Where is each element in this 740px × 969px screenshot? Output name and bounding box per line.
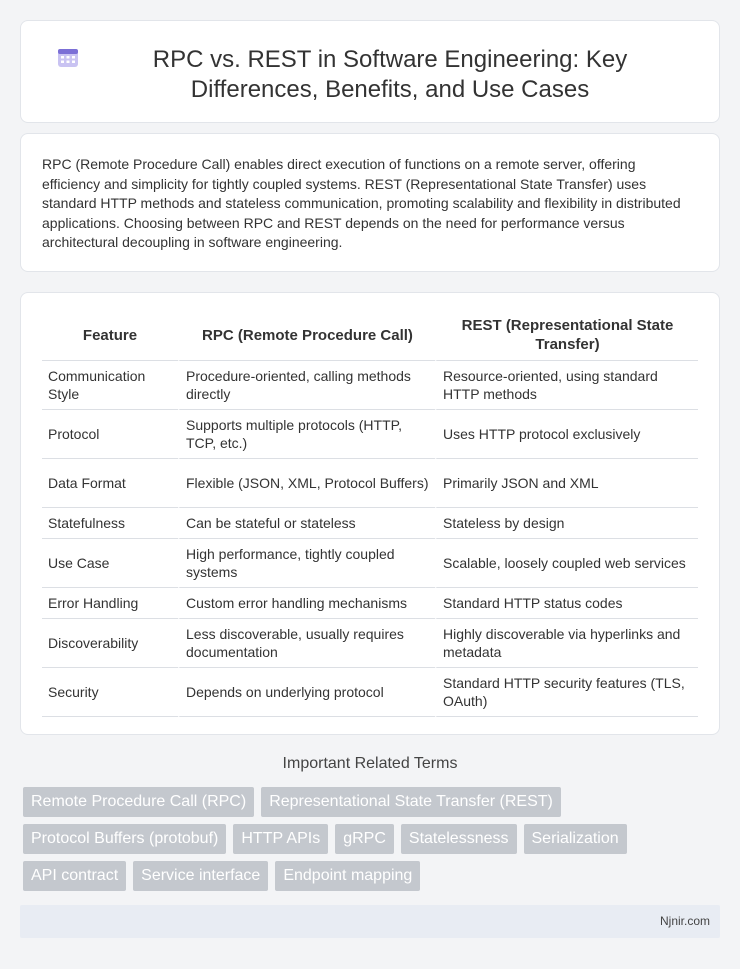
rest-cell: Standard HTTP security features (TLS, OAuth) — [435, 668, 698, 717]
tag-row — [23, 861, 723, 891]
title-card — [20, 20, 720, 123]
rest-cell: Uses HTTP protocol exclusively — [435, 410, 698, 459]
table-row — [42, 539, 698, 588]
table-row — [42, 668, 698, 717]
related-terms-tags — [23, 787, 723, 898]
intro-paragraph: RPC (Remote Procedure Call) enables direct execution of functions on a remote server, offering efficiency and simplicity for tightly coupled systems. REST (Representational State Transfer) uses standard HTTP methods and stateless communication, promoting scalability and flexibility in distributed applications. Choosing between RPC and REST depends on the need for performance versus architectural decoupling in software engineering. — [42, 156, 681, 251]
tag-grpc[interactable]: gRPC — [335, 824, 394, 854]
rest-cell: Highly discoverable via hyperlinks and metadata — [435, 619, 698, 668]
header-rpc: RPC (Remote Procedure Call) — [178, 310, 435, 361]
table-row — [42, 459, 698, 508]
intro-card — [20, 133, 720, 272]
comparison-table — [42, 310, 698, 717]
related-terms-heading: Important Related Terms — [282, 755, 458, 772]
rest-cell: Stateless by design — [435, 508, 698, 539]
table-row — [42, 588, 698, 619]
tag-row — [23, 787, 723, 817]
rpc-cell: Less discoverable, usually requires documentation — [178, 619, 435, 668]
tag-api-contract[interactable]: API contract — [23, 861, 126, 891]
tag-rpc[interactable]: Remote Procedure Call (RPC) — [23, 787, 254, 817]
tag-rest[interactable]: Representational State Transfer (REST) — [261, 787, 561, 817]
feature-cell: Use Case — [42, 539, 178, 588]
table-row — [42, 410, 698, 459]
tag-row — [23, 824, 723, 854]
rest-cell: Resource-oriented, using standard HTTP methods — [435, 361, 698, 410]
table-header-row — [42, 310, 698, 361]
footer — [20, 905, 720, 938]
tag-protobuf[interactable]: Protocol Buffers (protobuf) — [23, 824, 226, 854]
rpc-cell: Flexible (JSON, XML, Protocol Buffers) — [178, 459, 435, 508]
rpc-cell: Depends on underlying protocol — [178, 668, 435, 717]
tag-endpoint-mapping[interactable]: Endpoint mapping — [275, 861, 420, 891]
footer-site-link[interactable]: Njnir.com — [659, 914, 710, 928]
rpc-cell: High performance, tightly coupled systems — [178, 539, 435, 588]
header-rest: REST (Representational State Transfer) — [435, 310, 698, 361]
feature-cell: Data Format — [42, 459, 178, 508]
page-title: RPC vs. REST in Software Engineering: Key Differences, Benefits, and Use Cases — [152, 46, 628, 103]
feature-cell: Security — [42, 668, 178, 717]
tag-http-apis[interactable]: HTTP APIs — [233, 824, 328, 854]
feature-cell: Protocol — [42, 410, 178, 459]
header-feature: Feature — [42, 310, 178, 361]
feature-cell: Statefulness — [42, 508, 178, 539]
tag-statelessness[interactable]: Statelessness — [401, 824, 517, 854]
feature-cell: Communication Style — [42, 361, 178, 410]
feature-cell: Error Handling — [42, 588, 178, 619]
table-row — [42, 508, 698, 539]
rpc-cell: Custom error handling mechanisms — [178, 588, 435, 619]
rpc-cell: Procedure-oriented, calling methods directly — [178, 361, 435, 410]
rest-cell: Scalable, loosely coupled web services — [435, 539, 698, 588]
tag-serialization[interactable]: Serialization — [524, 824, 627, 854]
table-row — [42, 619, 698, 668]
rest-cell: Standard HTTP status codes — [435, 588, 698, 619]
rest-cell: Primarily JSON and XML — [435, 459, 698, 508]
rpc-cell: Supports multiple protocols (HTTP, TCP, etc.) — [178, 410, 435, 459]
feature-cell: Discoverability — [42, 619, 178, 668]
rpc-cell: Can be stateful or stateless — [178, 508, 435, 539]
table-row — [42, 361, 698, 410]
comparison-table-card — [20, 292, 720, 735]
tag-service-interface[interactable]: Service interface — [133, 861, 268, 891]
